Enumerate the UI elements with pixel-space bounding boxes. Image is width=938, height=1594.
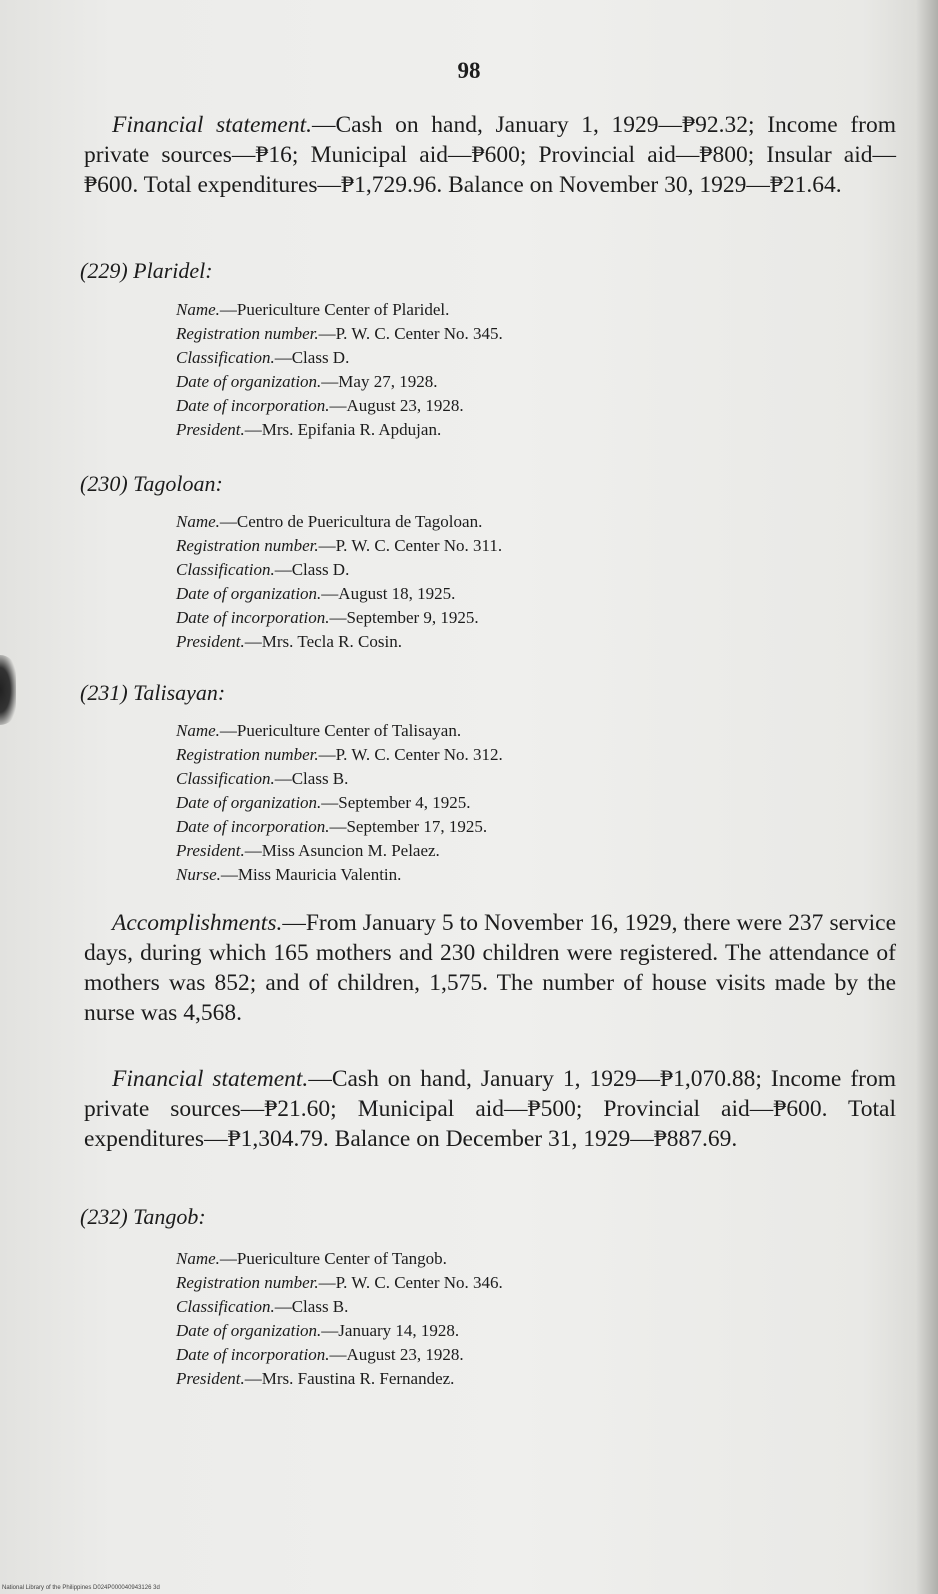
detail-value: —August 18, 1925. <box>321 584 456 603</box>
detail-label: Date of incorporation. <box>176 608 330 627</box>
detail-value: —September 9, 1925. <box>329 608 479 627</box>
detail-value: —P. W. C. Center No. 345. <box>318 324 503 343</box>
entry-details <box>176 510 856 654</box>
detail-value: —Puericulture Center of Talisayan. <box>219 721 462 740</box>
detail-label: Registration number. <box>176 536 319 555</box>
detail-label: Registration number. <box>176 745 319 764</box>
detail-value: —Class B. <box>274 769 349 788</box>
detail-row <box>176 1247 856 1271</box>
detail-label: Name. <box>176 300 220 319</box>
detail-row <box>176 510 856 534</box>
entry-place: Talisayan: <box>133 680 226 705</box>
detail-row <box>176 815 856 839</box>
detail-row <box>176 630 856 654</box>
detail-label: Date of organization. <box>176 584 322 603</box>
detail-label: Classification. <box>176 348 275 367</box>
financial-statement-text: —Cash on hand, January 1, 1929—₱92.32; Income from private sources—₱16; Municipal aid—₱600; Provincial aid—₱800; Insular aid—₱600. Total expenditures—₱1,729.96. Balance on November 30, 1929—₱21.64. <box>84 112 897 198</box>
detail-value: —Class B. <box>274 1297 349 1316</box>
detail-row <box>176 767 856 791</box>
detail-value: —January 14, 1928. <box>321 1321 460 1340</box>
detail-label: Date of incorporation. <box>176 1345 330 1364</box>
detail-label: President. <box>176 1369 245 1388</box>
detail-value: —August 23, 1928. <box>329 396 464 415</box>
detail-label: Classification. <box>176 769 275 788</box>
detail-row <box>176 298 856 322</box>
detail-value: —Puericulture Center of Tangob. <box>219 1249 447 1268</box>
detail-row <box>176 394 856 418</box>
ink-blot <box>0 655 16 725</box>
detail-value: —Miss Mauricia Valentin. <box>220 865 402 884</box>
detail-row <box>176 1343 856 1367</box>
entry-number: (229) <box>80 258 128 283</box>
detail-row <box>176 418 856 442</box>
detail-label: Name. <box>176 512 220 531</box>
page-number: 98 <box>457 58 481 83</box>
detail-label: Date of organization. <box>176 793 322 812</box>
detail-row <box>176 370 856 394</box>
entry-place: Tagoloan: <box>133 471 223 496</box>
detail-row <box>176 863 856 887</box>
accomplishments-paragraph <box>84 908 896 1028</box>
entry-number: (231) <box>80 680 128 705</box>
detail-value: —Miss Asuncion M. Pelaez. <box>244 841 440 860</box>
detail-row <box>176 1271 856 1295</box>
detail-value: —Mrs. Faustina R. Fernandez. <box>244 1369 455 1388</box>
entry-heading <box>80 1204 206 1230</box>
entry-heading <box>80 680 225 706</box>
entry-place: Plaridel: <box>133 258 213 283</box>
accomplishments-text: —From January 5 to November 16, 1929, there were 237 service days, during which 165 mothers and 230 children were registered. The attendance of mothers was 852; and of children, 1,575. The number of house visits made by the nurse was 4,568. <box>84 910 896 1026</box>
detail-row <box>176 606 856 630</box>
detail-label: Name. <box>176 1249 220 1268</box>
detail-value: —May 27, 1928. <box>321 372 438 391</box>
detail-label: Date of incorporation. <box>176 817 330 836</box>
detail-value: —Puericulture Center of Plaridel. <box>219 300 450 319</box>
detail-label: Date of organization. <box>176 1321 322 1340</box>
detail-row <box>176 743 856 767</box>
detail-label: Classification. <box>176 560 275 579</box>
detail-value: —Class D. <box>274 348 350 367</box>
financial-statement-paragraph <box>84 110 896 200</box>
detail-row <box>176 322 856 346</box>
detail-value: —September 17, 1925. <box>329 817 488 836</box>
detail-value: —P. W. C. Center No. 311. <box>318 536 503 555</box>
detail-label: Date of incorporation. <box>176 396 330 415</box>
detail-value: —September 4, 1925. <box>321 793 471 812</box>
entry-details <box>176 1247 856 1391</box>
detail-label: President. <box>176 841 245 860</box>
detail-label: Date of organization. <box>176 372 322 391</box>
detail-row <box>176 839 856 863</box>
entry-details <box>176 298 856 442</box>
talisayan-financial-text: —Cash on hand, January 1, 1929—₱1,070.88; Income from private sources—₱21.60; Municipal aid—₱500; Provincial aid—₱600. Total expenditures—₱1,304.79. Balance on December 31, 1929—₱887.69. <box>84 1066 897 1152</box>
detail-row <box>176 791 856 815</box>
detail-label: Name. <box>176 721 220 740</box>
entry-heading <box>80 258 213 284</box>
detail-row <box>176 1319 856 1343</box>
detail-value: —Mrs. Epifania R. Apdujan. <box>244 420 442 439</box>
detail-row <box>176 558 856 582</box>
talisayan-financial-lead: Financial statement. <box>112 1066 309 1092</box>
library-footer: National Library of the Philippines D024P000040943126 3d <box>2 1585 160 1591</box>
page-edge-shadow <box>916 0 938 1594</box>
detail-label: Classification. <box>176 1297 275 1316</box>
detail-row <box>176 719 856 743</box>
entry-number: (230) <box>80 471 128 496</box>
entry-place: Tangob: <box>133 1204 206 1229</box>
financial-statement-lead: Financial statement. <box>112 112 312 138</box>
detail-row <box>176 346 856 370</box>
detail-value: —Class D. <box>274 560 350 579</box>
detail-label: President. <box>176 420 245 439</box>
detail-label: Nurse. <box>176 865 221 884</box>
detail-value: —Mrs. Tecla R. Cosin. <box>244 632 402 651</box>
talisayan-financial-paragraph <box>84 1064 896 1154</box>
detail-label: Registration number. <box>176 1273 319 1292</box>
accomplishments-lead: Accomplishments. <box>112 910 283 936</box>
detail-label: President. <box>176 632 245 651</box>
detail-value: —P. W. C. Center No. 312. <box>318 745 503 764</box>
entry-number: (232) <box>80 1204 128 1229</box>
detail-label: Registration number. <box>176 324 319 343</box>
detail-row <box>176 534 856 558</box>
entry-heading <box>80 471 223 497</box>
detail-row <box>176 1367 856 1391</box>
detail-value: —Centro de Puericultura de Tagoloan. <box>219 512 483 531</box>
entry-details <box>176 719 856 887</box>
detail-value: —August 23, 1928. <box>329 1345 464 1364</box>
detail-row <box>176 582 856 606</box>
detail-value: —P. W. C. Center No. 346. <box>318 1273 503 1292</box>
detail-row <box>176 1295 856 1319</box>
